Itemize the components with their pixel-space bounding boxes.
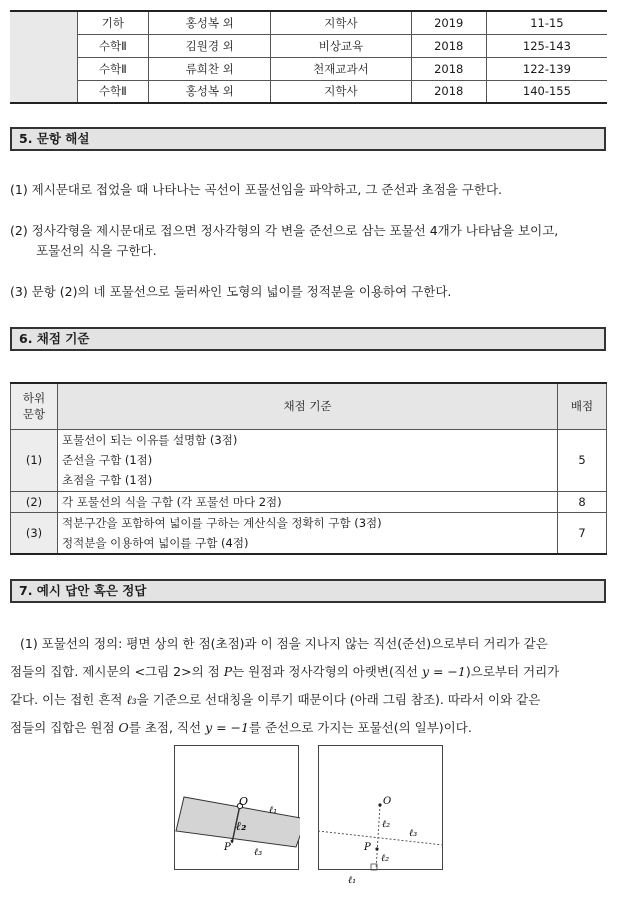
figure-unfolded-square bbox=[318, 745, 444, 895]
point-o-marker-right bbox=[378, 803, 381, 806]
scoring-table bbox=[10, 382, 607, 555]
reference-cell: 2019 bbox=[411, 11, 486, 34]
reference-blank-cell bbox=[10, 34, 77, 57]
label-l2a-right: ℓ₂ bbox=[382, 819, 391, 830]
point-p-marker-right bbox=[375, 847, 378, 850]
reference-row bbox=[10, 57, 607, 80]
reference-cell: 지학사 bbox=[271, 80, 411, 103]
label-l1-right: ℓ₁ bbox=[348, 875, 357, 886]
scoring-criterion: 준선을 구함 (1점) bbox=[62, 453, 153, 467]
answer-line-1: (1) 포물선의 정의: 평면 상의 한 점(초점)과 이 점을 지나지 않는 직선(준선)으로부터 거리가 같은 bbox=[20, 636, 548, 651]
section-7-header: 7. 예시 답안 혹은 정답 bbox=[10, 579, 606, 603]
reference-cell: 비상교육 bbox=[271, 34, 411, 57]
scoring-criteria bbox=[58, 429, 558, 491]
reference-cell: 기하 bbox=[77, 11, 149, 34]
equation-directrix-2: y = −1 bbox=[205, 720, 249, 735]
answer-line-4: 점들의 집합은 원점 O를 초점, 직선 y = −1를 준선으로 가지는 포물선(의 일부)이다. bbox=[10, 720, 472, 735]
crease-line-l3 bbox=[318, 831, 443, 845]
label-o: O bbox=[239, 795, 249, 808]
reference-cell: 천재교과서 bbox=[271, 57, 411, 80]
label-l3: ℓ₃ bbox=[254, 847, 263, 858]
answer-line-2: 점들의 집합. 제시문의 <그림 2>의 점 P는 원점과 정사각형의 아랫변(직선 y = −1)으로부터 거리가 bbox=[10, 664, 560, 679]
reference-cell: 2018 bbox=[411, 34, 486, 57]
scoring-criteria bbox=[58, 491, 558, 512]
reference-cell: 지학사 bbox=[271, 11, 411, 34]
scoring-subitem: (1) bbox=[11, 429, 58, 491]
reference-cell: 122-139 bbox=[486, 57, 607, 80]
section-5-item-1: (1) 제시문대로 접었을 때 나타나는 곡선이 포물선임을 파악하고, 그 준선과 초점을 구한다. bbox=[10, 182, 502, 197]
label-l2: ℓ₂ bbox=[236, 819, 247, 833]
scoring-subitem: (3) bbox=[11, 512, 58, 554]
header-subitem-line-1: 하위 bbox=[22, 391, 46, 406]
point-p: P bbox=[223, 664, 233, 679]
equation-directrix: y = −1 bbox=[421, 664, 466, 679]
reference-row bbox=[10, 80, 607, 103]
square-outline-right bbox=[319, 746, 443, 870]
label-l1: ℓ₁ bbox=[269, 805, 278, 816]
scoring-row bbox=[11, 429, 607, 491]
crease-l3: ℓ₃ bbox=[126, 692, 137, 707]
section-5-item-2-line-1: (2) 정사각형을 제시문대로 접으면 정사각형의 각 변을 준선으로 삼는 포물선 4개가 나타남을 보이고, bbox=[10, 223, 559, 238]
scoring-points: 5 bbox=[558, 429, 607, 491]
header-subitem bbox=[11, 383, 58, 429]
section-5-header: 5. 문항 해설 bbox=[10, 127, 606, 151]
label-o-right: O bbox=[383, 796, 392, 807]
reference-cell: 홍성복 외 bbox=[149, 11, 271, 34]
header-points: 배점 bbox=[558, 383, 607, 429]
header-criteria: 채점 기준 bbox=[58, 383, 558, 429]
reference-blank-cell bbox=[10, 57, 77, 80]
scoring-criterion: 포물선이 되는 이유를 설명함 (3점) bbox=[62, 433, 238, 447]
answer-line-3: 같다. 이는 접힌 흔적 ℓ₃을 기준으로 선대칭을 이루기 때문이다 (아래 그림 참조). 따라서 이와 같은 bbox=[10, 692, 541, 707]
reference-cell: 2018 bbox=[411, 57, 486, 80]
reference-cell: 수학Ⅱ bbox=[77, 80, 149, 103]
reference-cell: 김원경 외 bbox=[149, 34, 271, 57]
scoring-criterion: 적분구간을 포함하여 넓이를 구하는 계산식을 정확히 구함 (3점) bbox=[62, 515, 382, 530]
reference-cell: 수학Ⅱ bbox=[77, 34, 149, 57]
scoring-points: 7 bbox=[558, 512, 607, 554]
label-l2b-right: ℓ₂ bbox=[381, 853, 390, 864]
scoring-criterion: 각 포물선의 식을 구함 (각 포물선 마다 2점) bbox=[62, 494, 282, 509]
scoring-points: 8 bbox=[558, 491, 607, 512]
section-6-header: 6. 채점 기준 bbox=[10, 327, 606, 351]
reference-cell: 수학Ⅱ bbox=[77, 57, 149, 80]
reference-cell: 류희찬 외 bbox=[149, 57, 271, 80]
scoring-row bbox=[11, 491, 607, 512]
point-p-marker bbox=[231, 840, 234, 843]
reference-blank-cell bbox=[10, 11, 77, 34]
label-p-right: P bbox=[364, 842, 371, 853]
section-5-item-3: (3) 문항 (2)의 네 포물선으로 둘러싸인 도형의 넓이를 정적분을 이용하여 구한다. bbox=[10, 284, 452, 299]
reference-blank-cell bbox=[10, 80, 77, 103]
scoring-criterion: 정적분을 이용하여 넓이를 구함 (4점) bbox=[62, 535, 249, 550]
reference-cell: 홍성복 외 bbox=[149, 80, 271, 103]
header-subitem-line-2: 문항 bbox=[22, 407, 46, 422]
scoring-row bbox=[11, 512, 607, 554]
figure-folded-square bbox=[174, 745, 300, 871]
scoring-criterion: 초점을 구함 (1점) bbox=[62, 473, 153, 487]
scoring-subitem: (2) bbox=[11, 491, 58, 512]
label-l3-right: ℓ₃ bbox=[409, 828, 418, 839]
origin-o: O bbox=[118, 720, 129, 735]
label-p: P bbox=[224, 842, 231, 853]
scoring-criteria bbox=[58, 512, 558, 554]
reference-cell: 125-143 bbox=[486, 34, 607, 57]
section-5-item-2-line-2: 포물선의 식을 구한다. bbox=[36, 243, 157, 258]
reference-cell: 11-15 bbox=[486, 11, 607, 34]
reference-row bbox=[10, 11, 607, 34]
reference-row bbox=[10, 34, 607, 57]
reference-cell: 2018 bbox=[411, 80, 486, 103]
reference-cell: 140-155 bbox=[486, 80, 607, 103]
reference-table bbox=[10, 10, 607, 104]
